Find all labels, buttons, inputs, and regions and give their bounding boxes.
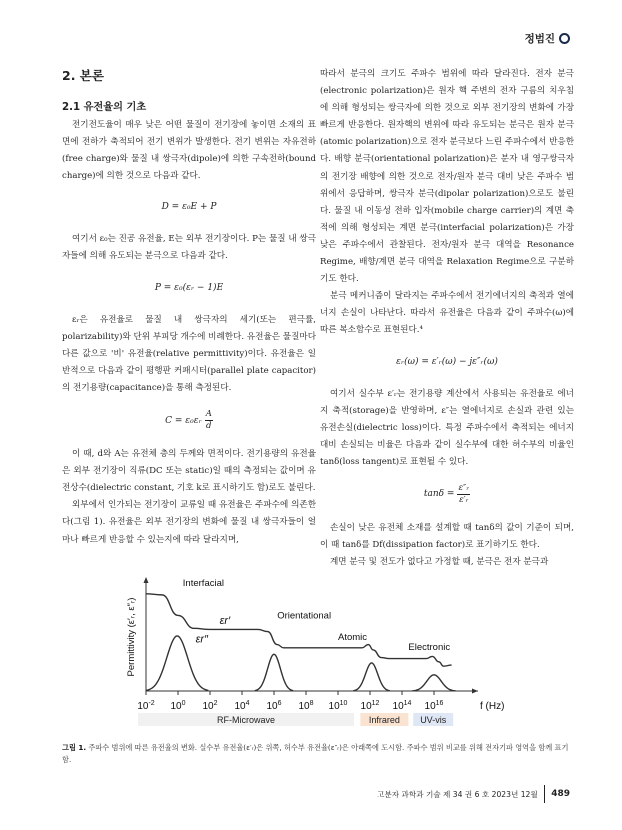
paragraph: εᵣ은 유전율로 물질 내 쌍극자의 세기(또는 편극률, polarizability)와 단위 부피당 개수에 비례한다. 유전율은 물질마다 다른 값으로 '비' 유전율(relative permittivity)이다. 유전율은 일반적으로 다음과 같이 평행판 커패시터(parallel plate capacitor)의 전기용량(capacitance)을 통해 측정된다. <box>62 314 316 393</box>
annotation-atomic: Atomic <box>338 632 368 644</box>
paragraph: 전기전도율이 매우 낮은 어떤 물질이 전기장에 놓이면 소재의 표면에 전하가 축적되어 전기 변위가 발생한다. 전기 변위는 자유전하(free charge)와 물질 내 쌍극자(dipole)에 의한 구속전하(bound charge)에 의한 것으로 다음과 같다. <box>62 120 316 182</box>
chart-svg <box>120 575 505 735</box>
equation-polarization: P = ε₀(εᵣ − 1)E <box>154 282 224 293</box>
x-tick-label: $10^{14}$ <box>392 700 412 712</box>
x-tick-label: $10^8$ <box>298 700 314 712</box>
equation-displacement: D = ε₀E + P <box>161 202 217 213</box>
band-label: Infrared <box>368 715 400 725</box>
equation-loss-tangent <box>320 483 574 506</box>
x-tick-label: $10^0$ <box>170 700 186 712</box>
author-name: 정범진 <box>524 33 555 45</box>
left-column <box>62 66 316 549</box>
equation-fraction <box>205 409 213 432</box>
journal-info: 고분자 과학과 기술 제 34 권 6 호 2023년 12월 <box>377 789 538 799</box>
figure-caption <box>62 742 572 766</box>
x-tick-label: $10^2$ <box>202 700 218 712</box>
paragraph: 손실이 낮은 유전체 소재를 설계할 때 tanδ의 값이 기준이 되며, 이 때 tanδ를 Df(dissipation factor)로 표기하기도 한다. <box>320 522 574 551</box>
figure-permittivity-chart <box>120 575 505 735</box>
x-tick-label: $10^{10}$ <box>328 700 348 712</box>
fraction-numerator: ε″ᵣ <box>458 482 470 493</box>
page-footer <box>377 785 570 803</box>
running-header-author <box>525 31 570 46</box>
curve-loss-peak <box>412 675 455 691</box>
annotation-interfacial: Interfacial <box>182 578 224 590</box>
caption-text: 주파수 범위에 따른 유전율의 변화. 실수부 유전율(ε′ᵣ)은 위쪽, 허수부 유전율(ε″ᵣ)은 아래쪽에 도시함. 주파수 범위 비교를 위해 전자기파 영역을 함께 표기함. <box>62 743 569 764</box>
series-label-real: εr′ <box>219 615 231 628</box>
band-label: RF-Microwave <box>216 715 276 725</box>
band-label: UV-vis <box>420 715 447 725</box>
right-column <box>320 66 574 571</box>
footer-divider <box>544 785 546 803</box>
paragraph: 여기서 ε₀는 진공 유전율, E는 외부 전기장이다. P는 물질 내 쌍극자들에 의해 유도되는 분극으로 다음과 같다. <box>62 234 316 262</box>
paragraph: 외부에서 인가되는 전기장이 교류일 때 유전율은 주파수에 의존한다(그림 1). 유전율은 외부 전기장의 변화에 물질 내 쌍극자들이 얼마나 빠르게 반응할 수 있는지에 따라 달라지며, <box>62 500 316 545</box>
x-tick-label: $10^6$ <box>266 700 282 712</box>
y-axis-arrow-icon <box>144 577 149 583</box>
paragraph: 분극 메커니즘이 달라지는 주파수에서 전기에너지의 축적과 열에너지 손실이 나타난다. 따라서 유전율은 다음과 같이 주파수(ω)에 따른 복소함수로 표현된다.⁴ <box>320 291 574 336</box>
paragraph: 따라서 분극의 크기도 주파수 범위에 따라 달라진다. 전자 분극(electronic polarization)은 원자 핵 주변의 전자 구름의 치우침에 의해 형성되는 쌍극자에 의한 것으로 외부 전기장의 변화에 가장 빠르게 반응한다. 원자핵의 변위에 따라 유도되는 분극은 원자 분극(atomic polarization)으로 전자 분극보다 느린 주파수에서 반응한다. 배향 분극(orientational polarization)은 분자 내 영구쌍극자의 전기장 배향에 의한 것으로 전자/원자 분극 대비 낮은 주파수 범위에서 응답하며, 쌍극자 분극(dipolar polarization)으로도 불린다. 물질 내 이동성 전하 입자(mobile charge carrier)의 계면 축적에 의해 형성되는 계면 분극(interfacial polarization)은 가장 낮은 주파수에서 관찰된다. 전자/원자 분극 대역을 Resonance Regime, 배향/계면 분극 대역을 Relaxation Regime으로 구분하기도 한다. <box>320 69 574 285</box>
curve-loss-peak <box>255 654 293 690</box>
section-title: 2. 본론 <box>62 68 104 83</box>
x-tick-label: $10^4$ <box>234 700 250 712</box>
subsection-title: 2.1 유전율의 기초 <box>62 102 147 113</box>
series-label-imaginary: εr″ <box>195 633 209 646</box>
fraction-denominator: ε′ᵣ <box>459 494 469 505</box>
equation-fraction <box>457 483 470 506</box>
x-axis-arrow-icon <box>472 689 478 694</box>
fraction-numerator: A <box>205 409 212 420</box>
curve-loss-peak <box>353 663 389 691</box>
page-number: 489 <box>551 789 570 799</box>
x-axis-label: f (Hz) <box>480 701 505 712</box>
caption-label: 그림 1. <box>62 743 87 752</box>
circle-icon <box>559 33 570 44</box>
x-tick-label: $10^{16}$ <box>424 700 444 712</box>
equation-capacitance <box>62 409 316 432</box>
curve-real-permittivity <box>146 594 452 666</box>
x-tick-label: $10^{12}$ <box>360 700 380 712</box>
equation-complex-permittivity: εᵣ(ω) = ε′ᵣ(ω) − jε″ᵣ(ω) <box>396 356 498 367</box>
annotation-orientational: Orientational <box>277 610 332 622</box>
y-axis-label: Permittivity (ε′ᵣ, ε″ᵣ) <box>126 597 137 677</box>
annotation-electronic: Electronic <box>408 641 451 653</box>
paragraph: 계면 분극 및 전도가 없다고 가정할 때, 분극은 전자 분극과 <box>330 557 549 568</box>
equation-lhs: tanδ = <box>423 489 455 500</box>
equation-lhs: C = ε₀εᵣ <box>165 415 202 426</box>
paragraph: 여기서 실수부 ε′ᵣ는 전기용량 계산에서 사용되는 유전율로 에너지 축적(storage)을 반영하며, ε″는 열에너지로 손실과 관련 있는 유전손실(dielectric loss)이다. 특정 주파수에서 축적되는 에너지 대비 손실되는 비율은 다음과 같이 실수부에 대한 허수부의 비율인 tanδ(loss tangent)로 표현될 수 있다. <box>320 388 574 467</box>
fraction-denominator: d <box>206 421 212 432</box>
paragraph: 이 때, d와 A는 유전체 층의 두께와 면적이다. 전기용량의 유전율은 외부 전기장이 직류(DC 또는 static)일 때의 측정되는 값이며 유전상수(dielectric constant, 기호 k로 표시하기도 함)로도 불린다. <box>62 449 316 494</box>
x-tick-label: $10^{-2}$ <box>137 700 155 712</box>
